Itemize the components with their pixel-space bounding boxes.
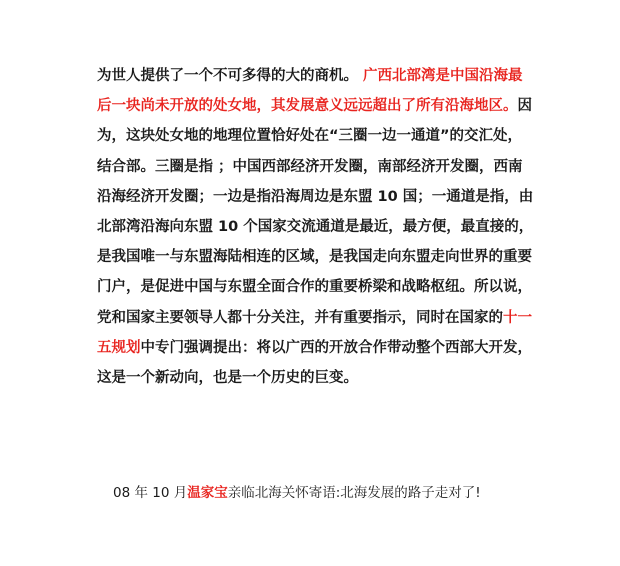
text-segment: 门户，是促进中国与东盟全面合作的重要桥梁和战略枢纽。所以说， <box>97 279 532 296</box>
body-line <box>97 212 537 242</box>
text-segment: 北部湾沿海向东盟 10 个国家交流通道是最近，最方便，最直接的， <box>97 218 534 235</box>
body-line <box>97 182 537 212</box>
body-line <box>97 91 537 121</box>
body-line <box>97 363 537 393</box>
text-segment: 为世人提供了一个不可多得的大的商机。 <box>97 68 364 84</box>
text-segment: 后一块尚未开放的处女地，其发展意义远远超出了所有沿海地区。 <box>97 98 518 115</box>
text-segment: 结合部。三圈是指 ；中国西部经济开发圈，南部经济开发圈，西南 <box>97 158 523 175</box>
text-segment: 为，这块处女地的地理位置恰好处在“三圈一边一通道”的交汇处， <box>97 128 523 145</box>
body-line <box>97 61 537 91</box>
caption-name: 温家宝 <box>187 485 228 501</box>
text-segment: 沿海经济开发圈；一边是指沿海周边是东盟 10 国；一通道是指，由 <box>97 188 534 205</box>
text-segment: 十一 <box>503 309 532 326</box>
body-line <box>97 333 537 363</box>
text-segment: 五规划 <box>97 339 141 356</box>
caption-prefix: 08 年 10 月 <box>113 485 188 501</box>
body-line <box>97 152 537 182</box>
body-line <box>97 303 537 333</box>
text-segment: 是我国唯一与东盟海陆相连的区域，是我国走向东盟走向世界的重要 <box>97 249 532 266</box>
text-segment: 党和国家主要领导人都十分关注，并有重要指示，同时在国家的 <box>97 309 503 326</box>
body-paragraph <box>97 61 537 393</box>
text-segment: 中专门强调提出：将以广西的开放合作带动整个西部大开发， <box>140 339 532 356</box>
caption-line <box>113 483 481 503</box>
body-line <box>97 242 537 272</box>
text-segment: 这是一个新动向，也是一个历史的巨变。 <box>97 369 358 386</box>
caption-suffix: 亲临北海关怀寄语:北海发展的路子走对了! <box>227 485 481 501</box>
body-line <box>97 272 537 302</box>
text-segment: 广西北部湾是中国沿海最 <box>363 68 523 84</box>
body-line <box>97 121 537 151</box>
text-segment: 因 <box>517 98 532 115</box>
